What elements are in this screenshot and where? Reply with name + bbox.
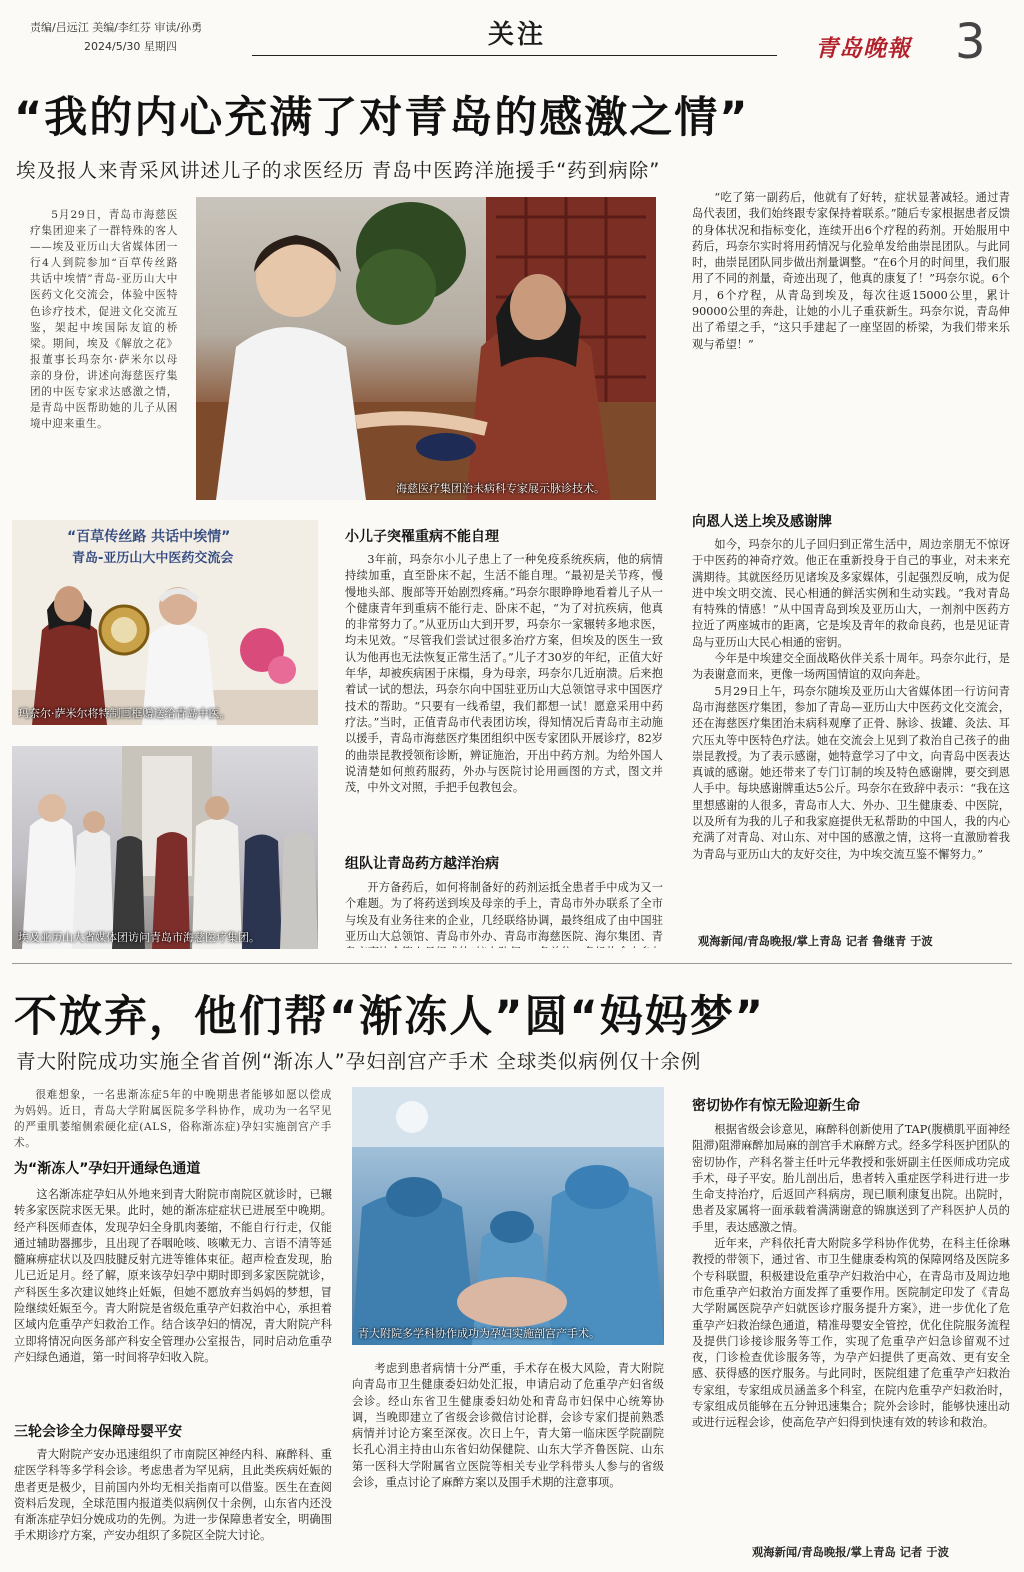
article2-lead <box>14 1087 332 1153</box>
newspaper-logo: 青岛晚報 <box>815 35 911 62</box>
article2-section2-title: 三轮会诊全力保障母婴平安 <box>14 1424 182 1440</box>
article1-section1-title: 小儿子突罹重病不能自理 <box>345 529 499 545</box>
article1-section1-text: 3年前，玛奈尔小儿子患上了一种免疫系统疾病，他的病情持续加重，直至卧床不起，生活不能自理。“最初是关节疼，慢慢地头部、腹部等开始剧烈疼痛。”玛奈尔眼睁睁地看着儿子从一个健康青年到重病不能行走、卧床不起，“为了对抗疾病，他真的非常努力了。”从亚历山大到开罗，玛奈尔一家辗转多地求医，均未见效。“尽管我们尝试过很多治疗方案，但埃及的医生一致认为他再也无法恢复正常生活了。”儿子才30岁的年纪，正值大好年华，却被疾病困于床榻，身为母亲，玛奈尔几近崩溃。后来抱着试一试的想法，玛奈尔向中国驻亚历山大总领馆寻求中国医疗技术的帮助。“只要有一线希望，我们都想一试！愿意采用中药疗法。”当时，正值青岛市代表团访埃，得知情况后青岛市主动施以援手，青岛市海慈医疗集团组织中医专家团队开展诊疗，82岁的曲崇昆教授领衔诊断，辨证施治，开出中药方剂。为给外国人说清楚如何煎药服药，外办与医院讨论用画图的方式，图文并茂，中外文对照，手把手包教包会。 <box>345 553 663 795</box>
editor-credits: 责编/吕远江 美编/李红芬 审读/孙勇 <box>30 21 203 34</box>
article2-lead-text: 很难想象，一名患渐冻症5年的中晚期患者能够如愿以偿成为妈妈。近日，青岛大学附属医院多学科协作，成功为一名罕见的严重肌萎缩侧索硬化症(ALS，俗称渐冻症)孕妇实施剖宫产手术。 <box>14 1089 332 1150</box>
article2-subheadline: 青大附院成功实施全省首例“渐冻人”孕妇剖宫产手术 全球类似病例仅十余例 <box>16 1050 702 1073</box>
article1-section2-body-part1 <box>345 880 663 948</box>
article1-section2-continued: “吃了第一副药后，他就有了好转，症状显著减轻。通过青岛代表团，我们始终跟专家保持着联系。”随后专家根据患者反馈的身体状况和指标变化，连续开出6个疗程的药剂。开始服用中药后，玛奈尔实时将用药情况与化验单发给曲崇昆团队。与此同时，曲崇昆团队同步做出剂量调整。“在6个月的时间里，我们服用了不同的剂量，奇迹出现了，他真的康复了！”玛奈尔说。6个月，6个疗程，从青岛到埃及，每次往返15000公里，累计90000公里的奔赴，让她的小儿子重获新生。玛奈尔说，青岛伸出了希望之手，“这只手建起了一座坚固的桥梁，为我们带来乐观与希望！” <box>692 191 1010 351</box>
article2-section3-text: 根据省级会诊意见，麻醉科创新使用了TAP(腹横肌平面神经阻滞)阻滞麻醉加局麻的剖宫手术麻醉方式。经多学科医护团队的密切协作，产科名誉主任叶元华教授和张妍副主任医师成功完成手术，母子平安。胎儿剖出后，患者转入重症医学科进行进一步生命支持治疗，后返回产科病房，现已顺利康复出院。出院时，患者及家属将一面承载着满满谢意的锦旗送到了产科医护人员的手里，表达感激之情。 <box>692 1123 1010 1234</box>
hospital-visit-illustration <box>12 746 318 949</box>
article1-right-column-top <box>692 190 1010 502</box>
page-number: 3 <box>955 14 986 70</box>
article1-section2-title: 组队让青岛药方越洋治病 <box>345 856 499 872</box>
article1-section3-text3: 5月29日上午，玛奈尔随埃及亚历山大省媒体团一行访问青岛市海慈医疗集团，参加了青岛—亚历山大中医药文化交流会，还在海慈医疗集团治未病科观摩了正骨、脉诊、拔罐、灸法、耳穴压丸等中医特色疗法。她在交流会上见到了救治自己孩子的曲崇昆教授。为了表示感谢，她特意学习了中文，向青岛中医表达真诚的感谢。她还带来了专门订制的埃及特色感谢牌，要交到恩人手中。每块感谢牌重达5公斤。玛奈尔在致辞中表示：“我在这里想感谢的人很多，青岛市人大、外办、卫生健康委、中医院，以及所有为我的儿子和我家庭提供无私帮助的中国人，我的内心充满了对青岛、对山东、对中国的感激之情，这将一直激励着我为青岛与亚历山大的友好交往，为中埃交流互鉴不懈努力。” <box>692 684 1010 861</box>
pulse-diagnosis-illustration <box>196 197 656 500</box>
article1-main-photo <box>196 197 656 500</box>
article1-main-photo-caption: 海慈医疗集团治未病科专家展示脉诊技术。 <box>396 482 605 495</box>
banner-title: “百草传丝路 共话中埃情” <box>67 529 231 545</box>
issue-date: 2024/5/30 星期四 <box>84 40 177 53</box>
article2-section1-text: 这名渐冻症孕妇从外地来到青大附院市南院区就诊时，已辗转多家医院求医无果。此时，她的渐冻症症状已进展至中晚期。经产科医师查体，发现孕妇全身肌肉萎缩，不能自行行走，仅能通过辅助器挪步，且出现了吞咽呛咳、咳嗽无力、言语不清等延髓麻痹症状以及四肢腱反射亢进等锥体束征。超声检查发现，胎儿已近足月。经了解，原来该孕妇孕中期时即到多家医院就诊，产科医生多次建议她终止妊娠，但她不愿放弃当妈妈的梦想，冒险继续妊娠至今。青大附院是省级危重孕产妇救治中心，承担着区域内危重孕产妇救治工作。结合该孕妇的情况，青大附院产科立即将情况向医务部产科安全管理办公室报告，同时启动危重孕产妇绿色通道，第一时间将孕妇收入院。 <box>14 1188 332 1364</box>
article1-lead-text: 5月29日，青岛市海慈医疗集团迎来了一群特殊的客人——埃及亚历山大省媒体团一行4人到院参加“百草传丝路 共话中埃情”青岛-亚历山大中医药文化交流会，体验中医特色诊疗技术，促进文化交流互鉴，架起中埃国际友谊的桥梁。期间，埃及《解放之花》报董事长玛奈尔·萨米尔以母亲的身份，讲述向海慈医疗集团的中医专家求达感激之情，是青岛中医帮助她的儿子从困境中迎来重生。 <box>30 209 178 431</box>
article1-section2-text: 开方备药后，如何将制备好的药剂运抵全患者手中成为又一个难题。为了将药送到埃及母亲的手上，青岛市外办联系了全市与埃及有业务往来的企业，几经联络协调，最终组成了由中国驻亚历山大总领馆、青岛市外办、青岛市海慈医院、海尔集团、青 <box>345 881 663 943</box>
article1-headline: “我的内心充满了对青岛的感激之情” <box>14 93 750 143</box>
banner-subtitle: 青岛-亚历山大中医药交流会 <box>72 551 234 566</box>
article2-section3-body <box>692 1122 1010 1540</box>
article1-photo3-caption: 埃及亚历山大省媒体团访问青岛市海慈医疗集团。 <box>18 931 260 944</box>
article1-lead <box>30 207 178 489</box>
article2-byline: 观海新闻/青岛晚报/掌上青岛 记者 于波 <box>752 1546 949 1559</box>
article2-headline: 不放弃，他们帮“渐冻人”圆“妈妈梦” <box>14 992 766 1042</box>
section-title: 关注 <box>488 20 547 50</box>
article1-byline: 观海新闻/青岛晚报/掌上青岛 记者 鲁继青 于波 <box>698 935 933 948</box>
ceremony-illustration <box>12 520 318 725</box>
article2-section3-title: 密切协作有惊无险迎新生命 <box>692 1098 860 1114</box>
article1-section3-text2: 今年是中埃建交全面战略伙伴关系十周年。玛奈尔此行，是为表谢意而来，更像一场两国情谊的双向奔赴。 <box>692 652 1010 682</box>
article2-photo-caption: 青大附院多学科协作成功为孕妇实施剖宫产手术。 <box>358 1327 600 1340</box>
header-rule <box>252 55 777 56</box>
article2-surgery-photo <box>352 1087 664 1345</box>
article1-photo-ceremony <box>12 520 318 725</box>
article2-section1-title: 为“渐冻人”孕妇开通绿色通道 <box>14 1161 201 1177</box>
article2-middle-column <box>352 1361 664 1561</box>
article1-photo-visit <box>12 746 318 949</box>
article1-photo2-caption: 玛奈尔·萨米尔将特制画框赠送给青岛中医。 <box>18 707 231 720</box>
article2-section2-text: 青大附院产安办迅速组织了市南院区神经内科、麻醉科、重症医学科等多学科会诊。考虑患者为罕见病，且此类疾病妊娠的患者更是极少，目前国内外均无相关指南可以借鉴。医生在查阅资料后发现，全球范围内报道类似病例仅十余例，山东省内还没有渐冻症孕妇分娩成功的先例。为进一步保障患者安全，明确围手术期诊疗方案，产安办组织了多院区全院大讨论。 <box>14 1448 332 1543</box>
article1-section3-body <box>692 537 1010 929</box>
article1-section3-title: 向恩人送上埃及感谢牌 <box>692 514 832 530</box>
article1-subheadline: 埃及报人来青采风讲述儿子的求医经历 青岛中医跨洋施援手“药到病除” <box>16 159 661 182</box>
article1-section1-body <box>345 552 663 847</box>
article2-section1-body <box>14 1187 332 1417</box>
article2-section2-text2: 考虑到患者病情十分严重，手术存在极大风险，青大附院向青岛市卫生健康委妇幼处汇报，申请启动了危重孕产妇省级会诊。经山东省卫生健康委妇幼处和青岛市妇保中心统筹协调，当晚即建立了省级会诊微信讨论群，会诊专家们提前熟悉病情并讨论方案至深夜。次日上午，青大第一临床医学院副院长孔心涓主持由山东省妇幼保健院、山东大学齐鲁医院、山东第一医科大学附属省立医院等相关专业学科带头人参与的省级会诊，重点讨论了麻醉方案以及围手术期的注意事项。 <box>352 1362 664 1490</box>
article1-section3-text: 如今，玛奈尔的儿子回归到正常生活中，周边亲朋无不惊讶于中医药的神奇疗效。他正在重新投身于自己的事业，对未来充满期待。其就医经历见诸埃及多家媒体，引起强烈反响，成为促进中埃文明交流、民心相通的鲜活实例和生动实践。“我对青岛有特殊的情感！”从中国青岛到埃及亚历山大，一剂剂中医药方拉近了两座城市的距离，它是埃及青年的救命良药，也是见证青岛与亚历山大民心相通的密钥。 <box>692 538 1010 649</box>
article-divider <box>12 963 1012 964</box>
surgery-illustration <box>352 1087 664 1345</box>
article2-section2-body-part1 <box>14 1447 332 1562</box>
article2-section3-text2: 近年来，产科依托青大附院多学科协作优势，在科主任徐琳教授的带领下，通过省、市卫生健康委构筑的保障网络及医院多个专科联盟，积极建设危重孕产妇救治中心，在青岛市及周边地市危重孕产妇救治方面发挥了重要作用。医院制定印发了《青岛大学附属医院孕产妇就医诊疗服务提升方案》，进一步优化了危重孕产妇救治绿色通道，精准母婴安全管控，优化住院服务流程及提供门诊接诊服务等工作，实现了危重孕产妇急诊留观不过夜，门诊检查优诊服务等，为孕产妇提供了更高效、更有安全感、获得感的医疗服务。与此同时，医院组建了危重孕产妇救治专家组，专家组成员涵盖多个科室，在院内危重孕产妇救治时，专家组成员能够在五分钟迅速集合；院外会诊时，能够快速出动或进行远程会诊，使高危孕产妇得到快速有效的转诊和救治。 <box>692 1237 1010 1430</box>
